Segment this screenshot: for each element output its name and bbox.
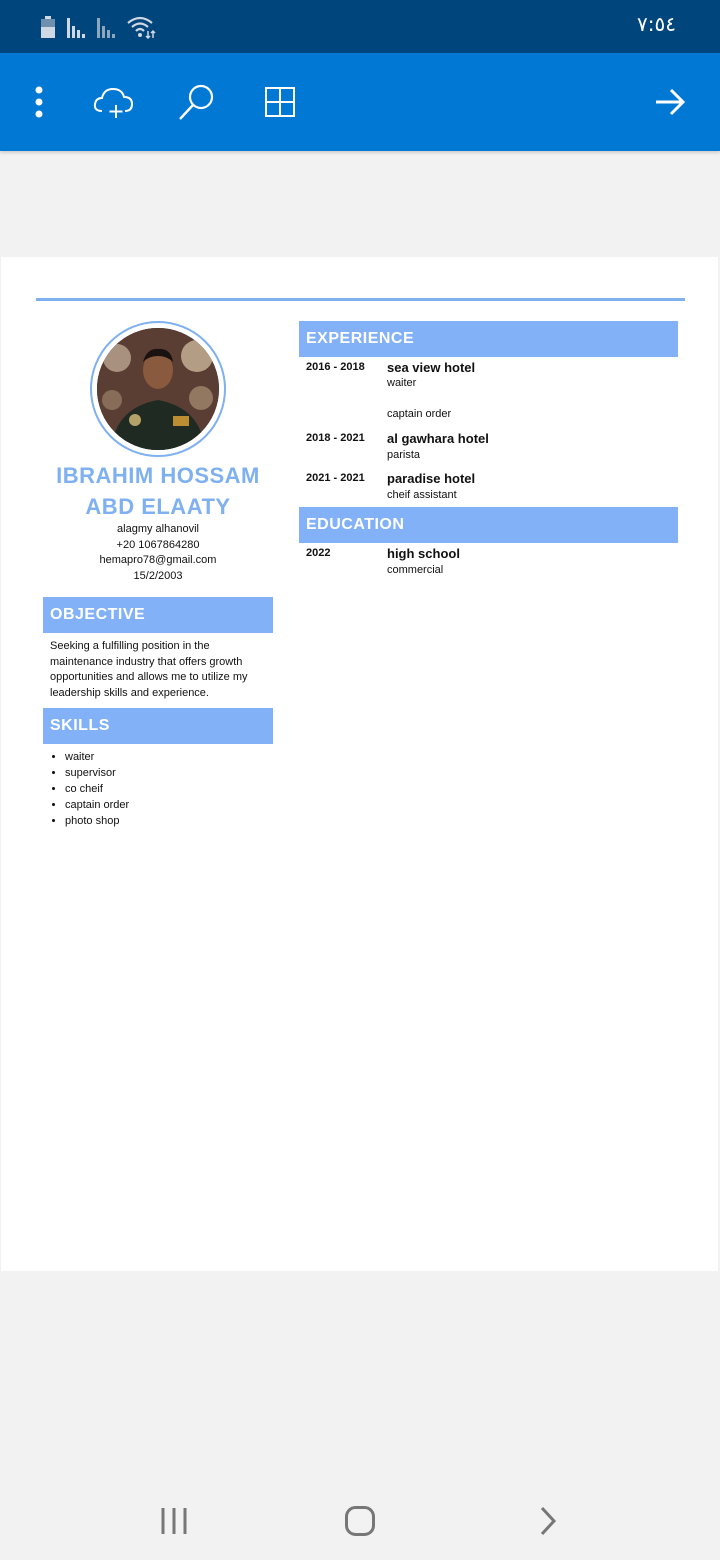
layout-button[interactable] (255, 77, 305, 127)
entry-subtitle: waiter (387, 377, 417, 389)
search-button[interactable] (172, 77, 222, 127)
list-item: • co cheif (65, 781, 129, 797)
header-rule (36, 298, 685, 301)
document-page[interactable] (1, 257, 718, 1271)
entry-title: paradise hotel (387, 471, 476, 486)
experience-entry (306, 361, 678, 421)
name-line-1: IBRAHIM HOSSAM (56, 463, 260, 488)
battery-icon (40, 16, 56, 38)
more-vert-icon (34, 86, 44, 118)
skills-heading: SKILLS (43, 708, 273, 744)
experience-entry (306, 472, 678, 502)
cloud-save-button[interactable] (88, 77, 138, 127)
birthdate: 15/2/2003 (133, 569, 183, 582)
entry-subtitle: commercial (387, 564, 444, 576)
list-item: • captain order (65, 797, 129, 813)
experience-heading: EXPERIENCE (299, 321, 678, 357)
forward-arrow-icon (654, 88, 686, 116)
education-heading: EDUCATION (299, 507, 678, 543)
app-toolbar (0, 53, 720, 151)
entry-title: sea view hotel (387, 360, 476, 375)
home-button[interactable] (330, 1500, 390, 1542)
back-icon (538, 1505, 558, 1537)
entry-subtitle: parista (387, 449, 421, 461)
more-options-button[interactable] (14, 77, 64, 127)
entry-title: al gawhara hotel (387, 431, 489, 446)
email: hemapro78@gmail.com (99, 554, 217, 567)
signal-icon (66, 16, 86, 38)
entry-years: 2018 - 2021 (306, 432, 365, 444)
status-icons (40, 14, 156, 40)
contact-info (43, 522, 273, 584)
experience-entry (306, 432, 678, 462)
clock: ٧:٥٤ (637, 12, 676, 36)
skills-list (49, 749, 129, 829)
entry-title: high school (387, 546, 460, 561)
profile-photo (97, 328, 219, 450)
entry-subtitle: cheif assistant (387, 489, 457, 501)
profile-photo-frame (90, 321, 226, 457)
wifi-icon (126, 15, 156, 39)
list-item: • photo shop (65, 813, 129, 829)
address: alagmy alhanovil (117, 523, 199, 535)
objective-heading: OBJECTIVE (43, 597, 273, 633)
objective-text: Seeking a fulfilling position in the maintenance industry that offers growth opportunities and allows me to utilize my leadership skills and experience. (50, 640, 248, 699)
status-bar (0, 0, 720, 53)
list-item: • supervisor (65, 765, 129, 781)
entry-years: 2022 (306, 547, 331, 559)
entry-years: 2016 - 2018 (306, 361, 365, 373)
candidate-name (43, 460, 273, 522)
recent-apps-button[interactable] (144, 1500, 204, 1542)
person-photo-icon (97, 328, 219, 450)
forward-button[interactable] (645, 77, 695, 127)
signal-icon (96, 16, 116, 38)
home-icon (344, 1505, 376, 1537)
phone: +20 1067864280 (116, 538, 200, 551)
cloud-upload-icon (92, 85, 134, 119)
entry-subtitle: captain order (387, 408, 452, 420)
recent-apps-icon (159, 1506, 189, 1536)
grid-icon (264, 86, 296, 118)
back-button[interactable] (518, 1500, 578, 1542)
system-nav-bar (0, 1480, 720, 1560)
education-entry (306, 547, 678, 577)
search-icon (177, 82, 217, 122)
name-line-2: ABD ELAATY (85, 494, 231, 519)
list-item: • waiter (65, 749, 129, 765)
entry-years: 2021 - 2021 (306, 472, 365, 484)
